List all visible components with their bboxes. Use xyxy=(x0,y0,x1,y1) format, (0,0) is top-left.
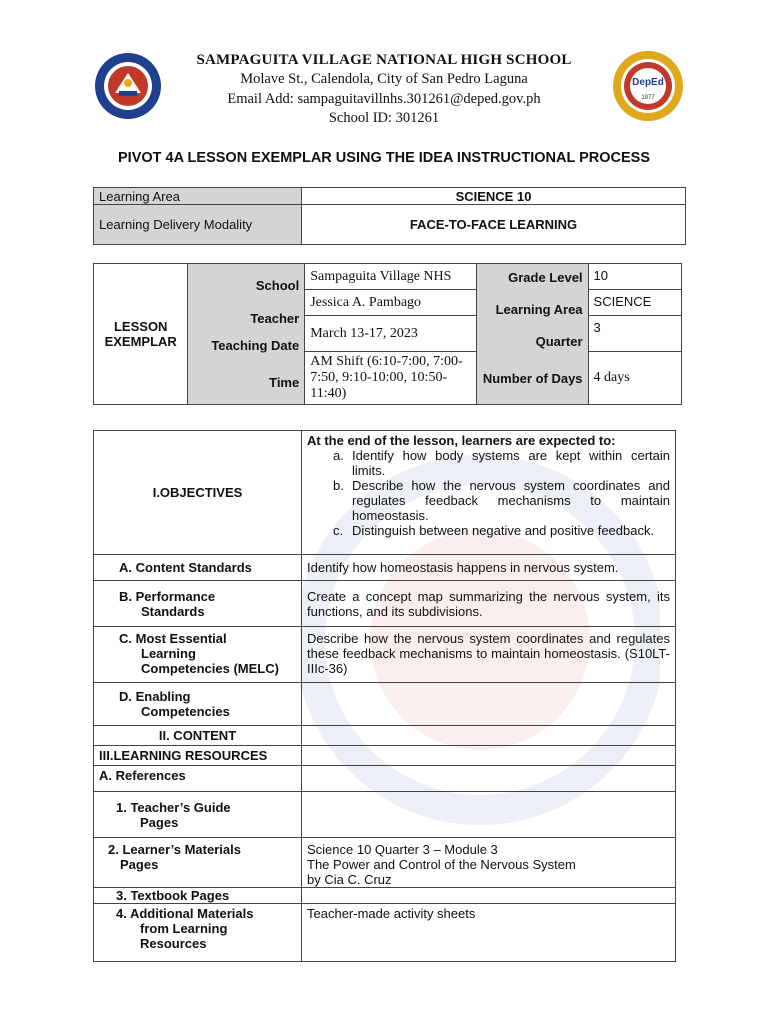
performance-standards-value: Create a concept map summarizing the nervous system, its functions, and its subdivisions. xyxy=(302,581,676,627)
objectives-cell xyxy=(302,431,676,555)
teaching-date-label: Teaching Date xyxy=(211,337,300,353)
lesson-exemplar-table xyxy=(93,263,682,405)
modality-label: Learning Delivery Modality xyxy=(94,205,302,245)
quarter-label: Quarter xyxy=(535,333,583,349)
learning-area-label-2: Learning Area xyxy=(495,301,583,317)
lesson-exemplar-text: LESSON EXEMPLAR xyxy=(104,319,177,349)
performance-label-line: Standards xyxy=(141,603,205,619)
quarter-value: 3 xyxy=(589,316,681,352)
references-value xyxy=(302,766,676,792)
time-label: Time xyxy=(269,374,300,390)
tg-label-line: Pages xyxy=(140,814,179,830)
grade-labels-column xyxy=(476,264,588,405)
grade-level-label: Grade Level xyxy=(508,269,583,285)
textbook-pages-value xyxy=(302,888,676,904)
performance-standards-label xyxy=(94,581,302,627)
content-label: II. CONTENT xyxy=(94,726,302,746)
school-label: School xyxy=(255,277,300,293)
lm-label-line: Pages xyxy=(120,857,159,872)
lesson-exemplar-label xyxy=(94,264,188,405)
learning-area-value-2: SCIENCE xyxy=(589,290,681,316)
teacher-label: Teacher xyxy=(250,310,300,326)
content-value xyxy=(302,726,676,746)
lm-label-line: 2. Learner’s Materials xyxy=(108,842,241,857)
melc-label-line: Competencies (MELC) xyxy=(141,661,279,676)
additional-label-line: Resources xyxy=(140,936,207,951)
teachers-guide-label xyxy=(94,792,302,838)
school-name: SAMPAGUITA VILLAGE NATIONAL HIGH SCHOOL xyxy=(196,52,572,68)
teacher-value: Jessica A. Pambago xyxy=(305,290,476,316)
content-standards-label: A. Content Standards xyxy=(94,555,302,581)
modality-value: FACE-TO-FACE LEARNING xyxy=(302,205,686,245)
objective-item xyxy=(333,448,670,478)
objective-marker: b. xyxy=(333,478,344,493)
learning-resources-value xyxy=(302,746,676,766)
lm-value-line: by Cia C. Cruz xyxy=(307,872,392,887)
additional-materials-label xyxy=(94,904,302,962)
textbook-pages-label: 3. Textbook Pages xyxy=(94,888,302,904)
school-email: Email Add: sampaguitavillnhs.301261@deped.gov.ph xyxy=(227,91,541,107)
tg-label-line: 1. Teacher’s Guide xyxy=(116,799,231,815)
learning-area-table xyxy=(93,187,686,245)
lm-value-line: The Power and Control of the Nervous System xyxy=(307,857,576,872)
additional-label-line: 4. Additional Materials xyxy=(116,906,254,921)
melc-label-line: Learning xyxy=(141,646,196,661)
school-value: Sampaguita Village NHS xyxy=(305,264,476,290)
additional-materials-value: Teacher-made activity sheets xyxy=(302,904,676,962)
school-id: School ID: 301261 xyxy=(328,110,440,126)
learners-materials-value xyxy=(302,838,676,888)
references-label: A. References xyxy=(94,766,302,792)
objective-text: Describe how the nervous system coordinates and regulates feedback mechanisms to maintain homeostasis. xyxy=(352,478,670,523)
deped-logo-year: 1977 xyxy=(641,95,655,101)
learning-area-value: SCIENCE 10 xyxy=(302,188,686,205)
additional-label-line: from Learning xyxy=(140,921,228,936)
enabling-competencies-label xyxy=(94,683,302,726)
school-address: Molave St., Calendola, City of San Pedro Laguna xyxy=(240,71,528,87)
objectives-table xyxy=(93,430,676,962)
objective-item xyxy=(333,478,670,523)
performance-label-line: B. Performance xyxy=(119,588,216,604)
teachers-guide-value xyxy=(302,792,676,838)
learning-resources-label: III.LEARNING RESOURCES xyxy=(94,746,302,766)
objectives-intro: At the end of the lesson, learners are expected to: xyxy=(307,433,616,448)
school-values-column xyxy=(305,264,477,405)
objective-item xyxy=(333,523,670,538)
melc-value: Describe how the nervous system coordinates and regulates these feedback mechanisms to maintain homeostasis. (S10LT-IIIc-36) xyxy=(302,627,676,683)
days-value: 4 days xyxy=(593,370,630,385)
days-label: Number of Days xyxy=(482,371,583,386)
objective-text: Distinguish between negative and positive feedback. xyxy=(352,523,655,538)
school-labels-column xyxy=(188,264,305,405)
grade-values-column xyxy=(588,264,681,405)
enabling-label-line: D. Enabling xyxy=(119,689,191,704)
grade-level-value: 10 xyxy=(589,264,681,290)
time-value: AM Shift (6:10-7:00, 7:00-7:50, 9:10-10:00, 10:50-11:40) xyxy=(310,354,463,401)
deped-logo-text: DepEd xyxy=(632,77,664,88)
enabling-label-line: Competencies xyxy=(141,704,230,719)
learners-materials-label xyxy=(94,838,302,888)
learning-area-label: Learning Area xyxy=(94,188,302,205)
objectives-label: I.OBJECTIVES xyxy=(94,431,302,555)
document-title: PIVOT 4A LESSON EXEMPLAR USING THE IDEA INSTRUCTIONAL PROCESS xyxy=(118,150,650,166)
objectives-list xyxy=(307,448,670,538)
lm-value-line: Science 10 Quarter 3 – Module 3 xyxy=(307,842,498,857)
melc-label-line: C. Most Essential xyxy=(119,631,227,646)
enabling-competencies-value xyxy=(302,683,676,726)
teaching-date-value: March 13-17, 2023 xyxy=(305,316,476,352)
objective-marker: c. xyxy=(333,523,344,538)
objective-text: Identify how body systems are kept within certain limits. xyxy=(352,448,670,478)
objective-marker: a. xyxy=(333,448,344,463)
content-standards-value: Identify how homeostasis happens in nervous system. xyxy=(302,555,676,581)
melc-label xyxy=(94,627,302,683)
